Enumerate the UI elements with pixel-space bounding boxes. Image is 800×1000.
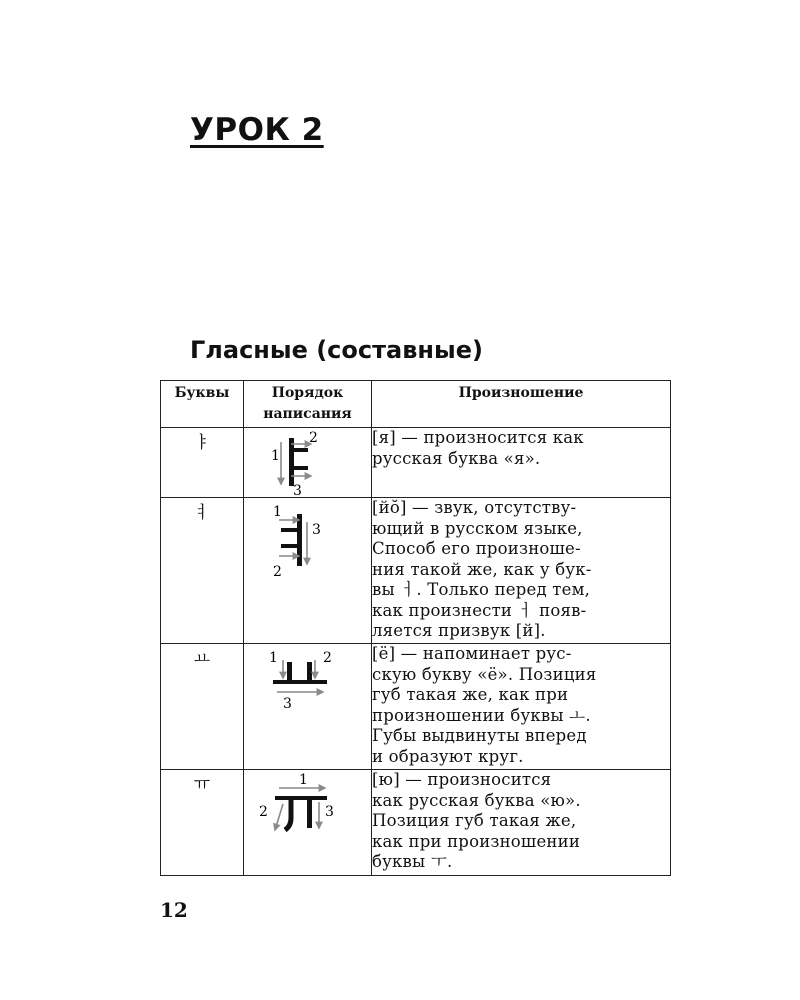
pronunciation-line: Способ его произноше- <box>372 539 581 558</box>
pronunciation-line: ляется призвук [й]. <box>372 621 546 640</box>
stroke-order-cell <box>244 644 372 770</box>
stroke-order-cell <box>244 770 372 876</box>
letter-cell: ㅑ <box>161 428 244 498</box>
header-order-line1: Порядок <box>271 385 344 401</box>
table-row <box>161 428 671 498</box>
vowels-table <box>160 380 671 876</box>
pronunciation-line: русская буква «я». <box>372 448 541 468</box>
pronunciation-cell <box>372 428 671 498</box>
pronunciation-line: губ такая же, как при <box>372 685 569 704</box>
pronunciation-cell <box>372 498 671 644</box>
stroke-number: 1 <box>298 772 308 788</box>
pronunciation-line: произношении буквы ㅗ. <box>372 705 591 725</box>
lesson-title: УРОК 2 <box>190 112 324 148</box>
table-row <box>161 770 671 876</box>
table-row <box>161 644 671 770</box>
stroke-order-cell <box>244 428 372 498</box>
section-title: Гласные (составные) <box>190 336 483 364</box>
pronunciation-line: [йŏ] — звук, отсутству- <box>372 498 577 517</box>
pronunciation-line: ющий в русском языке, <box>372 518 583 538</box>
header-order-line2: написания <box>263 406 352 422</box>
header-pronunciation: Произношение <box>372 381 671 428</box>
pronunciation-line: буквы ㅜ. <box>372 852 453 871</box>
stroke-number: 3 <box>282 696 292 712</box>
letter-cell: ㅛ <box>161 644 244 770</box>
stroke-number: 1 <box>270 448 280 464</box>
stroke-number: 3 <box>292 483 302 496</box>
stroke-order-ya <box>245 428 371 496</box>
pronunciation-line: как русская буква «ю». <box>372 790 581 810</box>
pronunciation-cell <box>372 770 671 876</box>
stroke-number: 1 <box>272 504 282 520</box>
letter-cell: ㅠ <box>161 770 244 876</box>
stroke-order-yeo <box>245 498 371 588</box>
pronunciation-line: вы ㅓ. Только перед тем, <box>372 580 591 599</box>
stroke-order-yu <box>245 770 371 836</box>
stroke-number: 3 <box>311 522 321 538</box>
stroke-number: 2 <box>322 650 332 666</box>
pronunciation-line: ния такой же, как у бук- <box>372 559 592 579</box>
header-letters: Буквы <box>161 381 244 428</box>
stroke-number: 2 <box>272 564 282 580</box>
pronunciation-line: Позиция губ такая же, <box>372 811 577 830</box>
table-row <box>161 498 671 644</box>
pronunciation-line: [я] — произносится как <box>372 428 584 447</box>
stroke-number: 2 <box>308 430 318 446</box>
stroke-number: 3 <box>324 804 334 820</box>
stroke-order-cell <box>244 498 372 644</box>
stroke-number: 1 <box>268 650 278 666</box>
stroke-number: 2 <box>258 804 268 820</box>
header-stroke-order <box>244 381 372 428</box>
stroke-order-yo <box>245 644 371 714</box>
pronunciation-line: Губы выдвинуты вперед <box>372 726 587 745</box>
pronunciation-line: как при произношении <box>372 831 581 851</box>
page-number: 12 <box>160 898 188 922</box>
pronunciation-line: и образуют круг. <box>372 746 524 766</box>
letter-cell: ㅕ <box>161 498 244 644</box>
pronunciation-line: как произнести ㅓ появ- <box>372 600 587 620</box>
pronunciation-line: [ю] — произносится <box>372 770 552 789</box>
pronunciation-cell <box>372 644 671 770</box>
pronunciation-line: скую букву «ё». Позиция <box>372 664 597 684</box>
table-header-row <box>161 381 671 428</box>
pronunciation-line: [ё] — напоминает рус- <box>372 644 572 663</box>
